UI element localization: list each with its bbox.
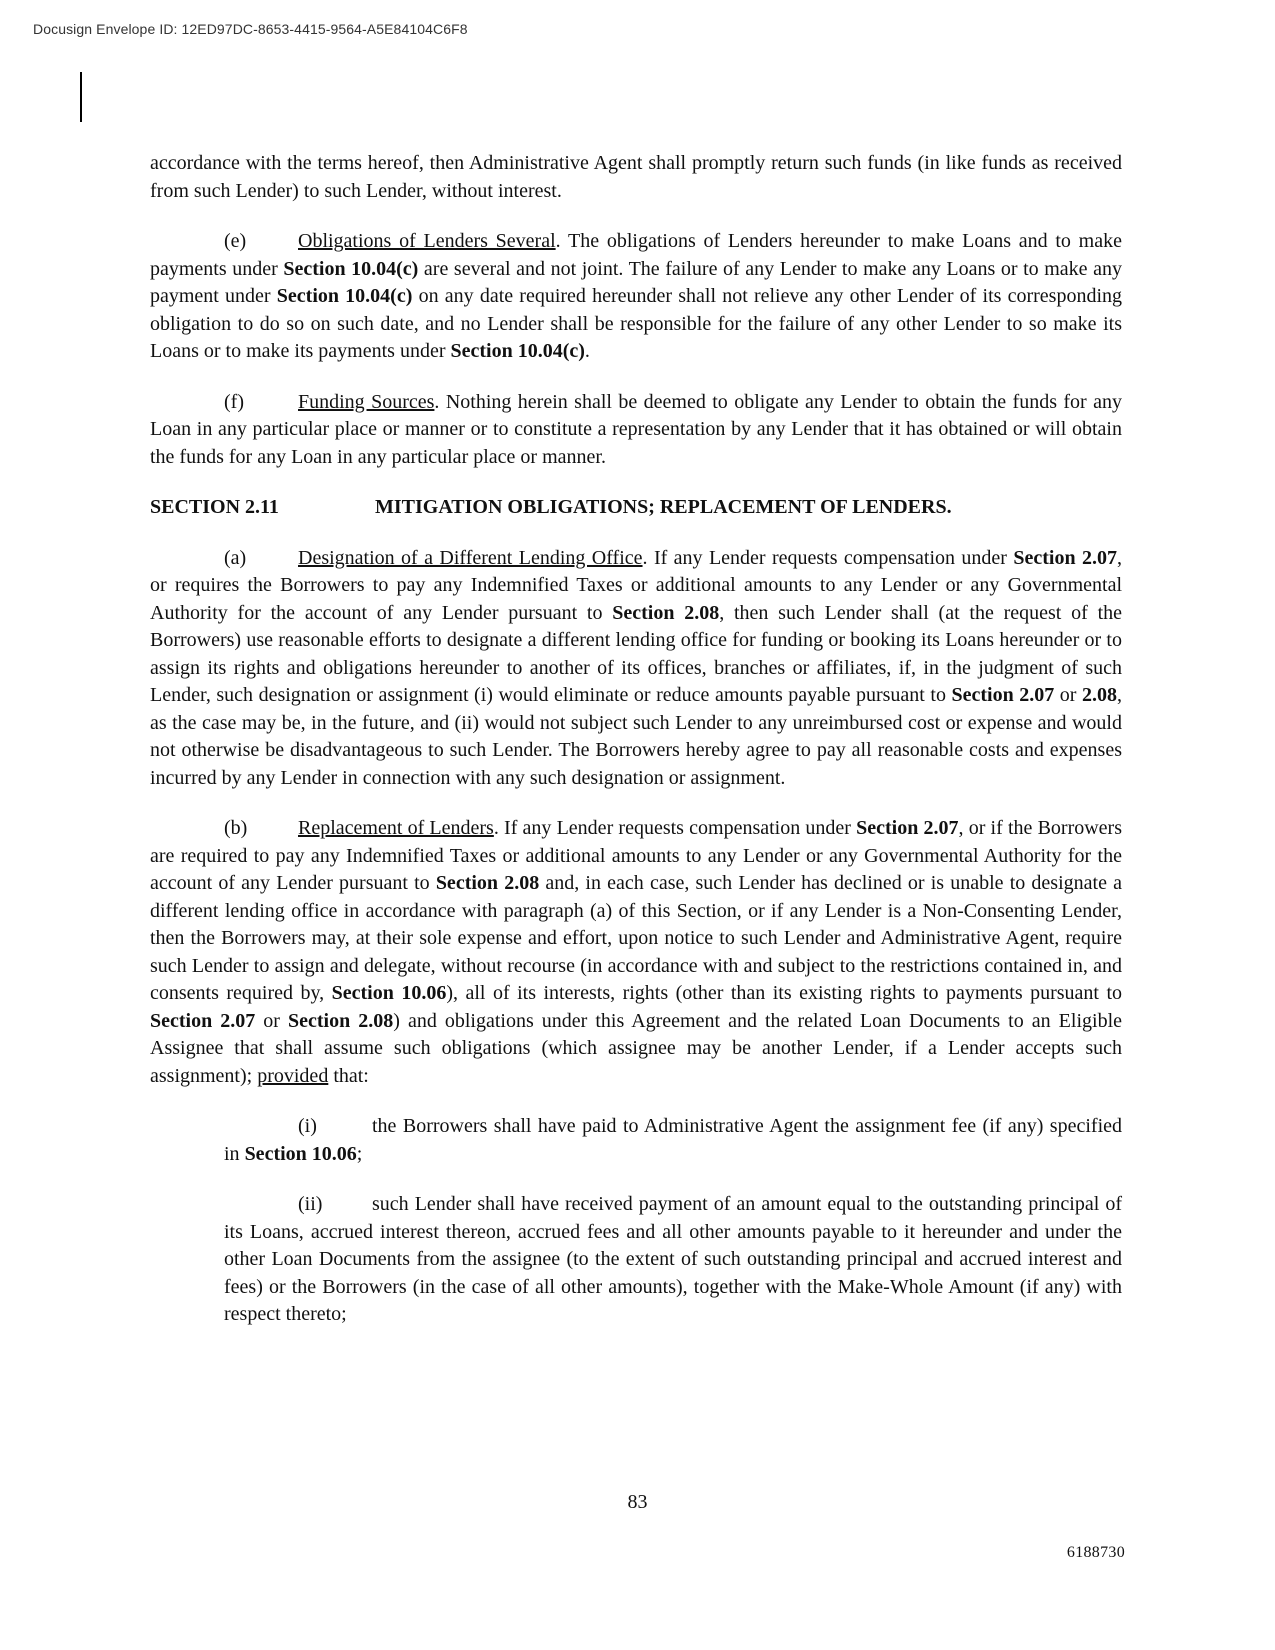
- continuation-paragraph: accordance with the terms hereof, then Administrative Agent shall promptly return such funds (in like funds as received from such Lender) to such Lender, without interest.: [150, 152, 1122, 202]
- paragraph-b: (b) Replacement of Lenders. If any Lender requests compensation under Section 2.07, or if the Borrowers are required to pay any Indemnified Taxes or additional amounts to any Lender or any Governmental Authority for the account of any Lender pursuant to Section 2.08 and, in each case, such Lender has declined or is unable to designate a different lending office in accordance with paragraph (a) of this Section, or if any Lender is a Non-Consenting Lender, then the Borrowers may, at their sole expense and effort, upon notice to such Lender and Administrative Agent, require such Lender to assign and delegate, without recourse (in accordance with and subject to the restrictions contained in, and consents required by, Section 10.06), all of its interests, rights (other than its existing rights to payments pursuant to Section 2.07 or Section 2.08) and obligations under this Agreement and the related Loan Documents to an Eligible Assignee that shall assume such obligations (which assignee may be another Lender, if a Lender accepts such assignment); provided that:: [150, 817, 1123, 1087]
- section-reference: Section 10.06: [331, 982, 447, 1004]
- paragraph-marker: (i): [298, 1115, 317, 1137]
- paragraph-marker: (b): [224, 817, 248, 839]
- section-reference: Section 2.07: [856, 817, 959, 839]
- document-body: [150, 150, 1122, 1329]
- section-reference: Section 10.06: [244, 1142, 357, 1165]
- revision-change-bar: [80, 72, 82, 122]
- paragraph-marker: (e): [224, 230, 247, 252]
- section-reference: Section 10.04(c): [450, 340, 585, 362]
- section-reference: Section 10.04(c): [283, 257, 419, 280]
- subparagraph-i: (i) the Borrowers shall have paid to Administrative Agent the assignment fee (if any) specified in Section 10.06;: [224, 1115, 1122, 1165]
- paragraph-heading: Replacement of Lenders: [298, 817, 494, 839]
- paragraph-f: (f) Funding Sources. Nothing herein shall be deemed to obligate any Lender to obtain the funds for any Loan in any particular place or manner or to constitute a representation by any Lender that it has obtained or will obtain the funds for any Loan in any particular place or manner.: [150, 390, 1123, 468]
- paragraph-heading: Funding Sources: [298, 390, 435, 413]
- section-reference: Section 2.08: [435, 872, 540, 894]
- section-number: SECTION 2.11: [150, 496, 279, 518]
- section-heading: [150, 494, 1122, 522]
- provided-term: provided: [257, 1064, 329, 1087]
- paragraph-a: (a) Designation of a Different Lending Office. If any Lender requests compensation under Section 2.07, or requires the Borrowers to pay any Indemnified Taxes or additional amounts to any Lender or any Governmental Authority for the account of any Lender pursuant to Section 2.08, then such Lender shall (at the request of the Borrowers) use reasonable efforts to designate a different lending office for funding or booking its Loans hereunder or to assign its rights and obligations hereunder to another of its offices, branches or affiliates, if, in the judgment of such Lender, such designation or assignment (i) would eliminate or reduce amounts payable pursuant to Section 2.07 or 2.08, as the case may be, in the future, and (ii) would not subject such Lender to any unreimbursed cost or expense and would not otherwise be disadvantageous to such Lender. The Borrowers hereby agree to pay all reasonable costs and expenses incurred by any Lender in connection with any such designation or assignment.: [150, 546, 1122, 789]
- section-reference: Section 10.04(c): [276, 285, 413, 307]
- paragraph-heading: Obligations of Lenders Several: [298, 230, 556, 252]
- section-reference: Section 2.08: [288, 1009, 394, 1032]
- paragraph-e: (e) Obligations of Lenders Several. The obligations of Lenders hereunder to make Loans and to make payments under Section 10.04(c) are several and not joint. The failure of any Lender to make any Loans or to make any payment under Section 10.04(c) on any date required hereunder shall not relieve any other Lender of its corresponding obligation to do so on such date, and no Lender shall be responsible for the failure of any other Lender to so make its Loans or to make its payments under Section 10.04(c).: [150, 230, 1123, 362]
- section-reference: 2.08: [1082, 684, 1117, 706]
- section-title: MITIGATION OBLIGATIONS; REPLACEMENT OF LENDERS.: [375, 496, 952, 518]
- document-id: 6188730: [1066, 1544, 1125, 1561]
- section-reference: Section 2.07: [951, 684, 1055, 706]
- paragraph-marker: (f): [224, 390, 244, 413]
- section-reference: Section 2.08: [612, 601, 720, 624]
- section-reference: Section 2.07: [150, 1009, 256, 1032]
- page-number: 83: [627, 1491, 648, 1513]
- paragraph-heading: Designation of a Different Lending Office: [298, 546, 643, 569]
- docusign-envelope-id: Docusign Envelope ID: 12ED97DC-8653-4415-9564-A5E84104C6F8: [33, 21, 468, 37]
- section-reference: Section 2.07: [1013, 546, 1117, 569]
- subparagraph-ii: (ii) such Lender shall have received payment of an amount equal to the outstanding principal of its Loans, accrued interest thereon, accrued fees and all other amounts payable to it hereunder and under the other Loan Documents from the assignee (to the extent of such outstanding principal and accrued interest and fees) or the Borrowers (in the case of all other amounts), together with the Make-Whole Amount (if any) with respect thereto;: [224, 1193, 1122, 1325]
- paragraph-marker: (a): [224, 546, 247, 569]
- paragraph-marker: (ii): [298, 1193, 323, 1215]
